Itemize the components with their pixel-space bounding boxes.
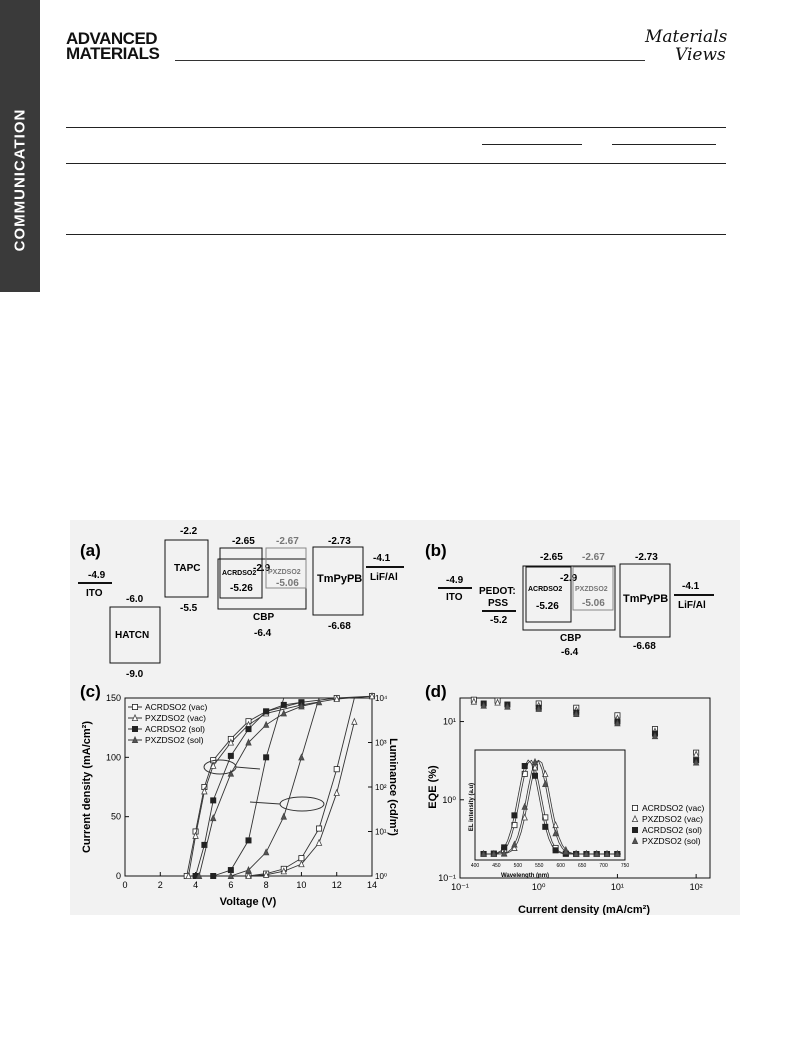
hatcn-top: -6.0 [126,594,144,605]
tapc-top: -2.2 [180,526,198,537]
current-point [228,867,233,872]
chart-c [80,682,399,908]
chart-d-ylabel: EQE (%) [427,765,439,809]
header-rule [175,60,645,61]
y-tick-label: 10¹ [442,716,456,727]
pedot-label: PEDOT: [479,586,516,597]
tmpypb-b-top: -2.73 [635,552,658,563]
panel-b-label: (b) [425,541,447,560]
el-point [512,813,517,818]
chart-d [425,682,710,915]
x-tick-label: 0 [122,880,128,890]
current-point [299,856,304,861]
y-tick-label: 50 [110,811,121,822]
pxzdso2-b-label: PXZDSO2 [575,586,608,593]
lifal-a-label: LiF/Al [370,572,398,583]
y2-tick-label: 10³ [375,738,387,748]
inset-tick-label: 550 [535,863,544,869]
chart-d-xlabel: Current density (mA/cm²) [517,904,651,915]
tapc-bottom: -5.5 [180,603,198,614]
cbp-b-top: -2.9 [560,573,578,584]
luminance-point [228,753,233,758]
x-tick-label: 8 [263,880,269,890]
cbp-b-label: CBP [560,633,582,644]
pxzdso2-a-label: PXZDSO2 [268,569,301,576]
hatcn-label: HATCN [115,630,150,641]
legend-marker [132,726,137,731]
logo-line-2: Views [675,45,726,65]
y2-tick-label: 10⁰ [375,872,388,881]
current-point [334,767,339,772]
figure-svg [70,520,740,915]
pxzdso2-b-top: -2.67 [582,552,605,563]
legend-marker [132,704,137,709]
x-tick-label: 6 [228,880,234,890]
legend-label: PXZDSO2 (sol) [145,735,204,745]
cbp-a-label: CBP [253,612,275,623]
acrdso2-a-bottom: -5.26 [230,583,253,594]
tmpypb-a-label: TmPyPB [317,573,363,585]
y2-tick-label: 10¹ [375,827,387,837]
y-tick-label: 150 [105,693,121,703]
current-point [264,755,269,760]
panel-a-label: (a) [80,541,101,560]
materials-views-logo [645,28,727,64]
table-top-rule [66,127,726,128]
y-tick-label: 0 [115,871,121,881]
el-point [543,824,548,829]
tmpypb-a-bottom: -6.68 [328,621,351,632]
cbp-a-bottom: -6.4 [254,628,272,639]
ito-a-label: ITO [86,588,103,599]
pxzdso2-a-bottom: -5.06 [276,578,299,589]
legend-label: PXZDSO2 (vac) [145,713,206,723]
x-tick-label: 10² [689,882,703,892]
inset-tick-label: 400 [470,863,480,869]
x-tick-label: 10 [296,880,307,890]
acrdso2-a-top: -2.65 [232,536,255,547]
pxzdso2-a-top: -2.67 [276,536,299,547]
chart-d-legend [632,803,704,846]
ito-b-label: ITO [446,592,463,603]
el-point [522,763,527,768]
section-side-tab [0,0,40,292]
section-label: COMMUNICATION [11,108,29,252]
legend-label: PXZDSO2 (sol) [642,836,701,846]
x-tick-label: 10⁻¹ [451,882,469,892]
ito-a-value: -4.9 [88,570,106,581]
chart-d-inset-ylabel: EL intensity (a.u) [469,782,475,832]
pxzdso2-b-bottom: -5.06 [582,598,605,609]
tmpypb-b-label: TmPyPB [623,593,669,605]
x-tick-label: 10⁰ [531,882,546,892]
x-tick-label: 2 [157,880,163,890]
legend-label: ACRDSO2 (vac) [642,803,705,813]
brand-line-1: ADVANCED [66,29,158,48]
energy-diagram-b [425,541,714,658]
energy-diagram-a [78,526,404,680]
table-header-rule [66,163,726,164]
inset-tick-label: 650 [577,863,587,869]
legend-marker [632,805,637,810]
acrdso2-b-label: ACRDSO2 [528,586,563,593]
legend-label: ACRDSO2 (vac) [145,702,208,712]
luminance-point [281,702,286,707]
inset-tick-label: 600 [556,863,565,869]
pedot-value: -5.2 [490,615,508,626]
hatcn-bottom: -9.0 [126,669,144,680]
x-tick-label: 14 [366,880,378,890]
panel-c-label: (c) [80,682,101,701]
y-tick-label: 10⁰ [442,794,456,805]
lifal-b-value: -4.1 [682,581,700,592]
current-point [316,826,321,831]
luminance-point [246,727,251,732]
legend-label: PXZDSO2 (vac) [642,814,703,824]
current-point [211,873,216,878]
legend-label: ACRDSO2 (sol) [145,724,205,734]
tmpypb-b-bottom: -6.68 [633,641,656,652]
chart-c-y2label: Luminance (cd/m²) [387,738,399,836]
chart-c-xlabel: Voltage (V) [219,896,277,908]
luminance-point [264,709,269,714]
panel-d-label: (d) [425,682,447,701]
inset-tick-label: 450 [492,863,501,869]
tapc-label: TAPC [174,563,201,574]
el-point [553,848,558,853]
chart-d-inset-xlabel: Wavelength (nm) [500,873,550,879]
table-group-rule-1 [482,144,582,145]
inset-tick-label: 500 [513,863,523,869]
el-point [532,773,537,778]
x-tick-label: 12 [331,880,342,890]
chart-c-ylabel: Current density (mA/cm²) [81,720,93,854]
acrdso2-a-label: ACRDSO2 [222,570,257,577]
ito-b-value: -4.9 [446,575,464,586]
pss-label: PSS [488,598,509,609]
chart-d-inset-frame [475,750,625,860]
journal-brand [66,31,159,61]
luminance-point [211,798,216,803]
y2-tick-label: 10⁴ [375,694,388,703]
acrdso2-b-bottom: -5.26 [536,601,559,612]
logo-line-1: Materials [645,27,728,47]
cbp-b-bottom: -6.4 [561,647,579,658]
figure-panel [70,520,740,915]
table-group-rule-2 [612,144,716,145]
lifal-a-value: -4.1 [373,553,391,564]
y-tick-label: 10⁻¹ [438,873,456,883]
x-tick-label: 4 [193,880,199,890]
tmpypb-a-top: -2.73 [328,536,351,547]
legend-marker [632,827,637,832]
x-tick-label: 10¹ [610,882,624,892]
y-tick-label: 100 [105,752,121,763]
inset-tick-label: 750 [620,863,630,869]
lifal-b-label: LiF/Al [678,600,706,611]
acrdso2-b-top: -2.65 [540,552,563,563]
table-bottom-rule [66,234,726,235]
inset-tick-label: 700 [599,863,608,869]
brand-line-2: MATERIALS [66,44,160,63]
cbp-a-top: -2.9 [253,563,271,574]
y2-tick-label: 10² [375,783,387,792]
legend-label: ACRDSO2 (sol) [642,825,702,835]
current-point [246,838,251,843]
